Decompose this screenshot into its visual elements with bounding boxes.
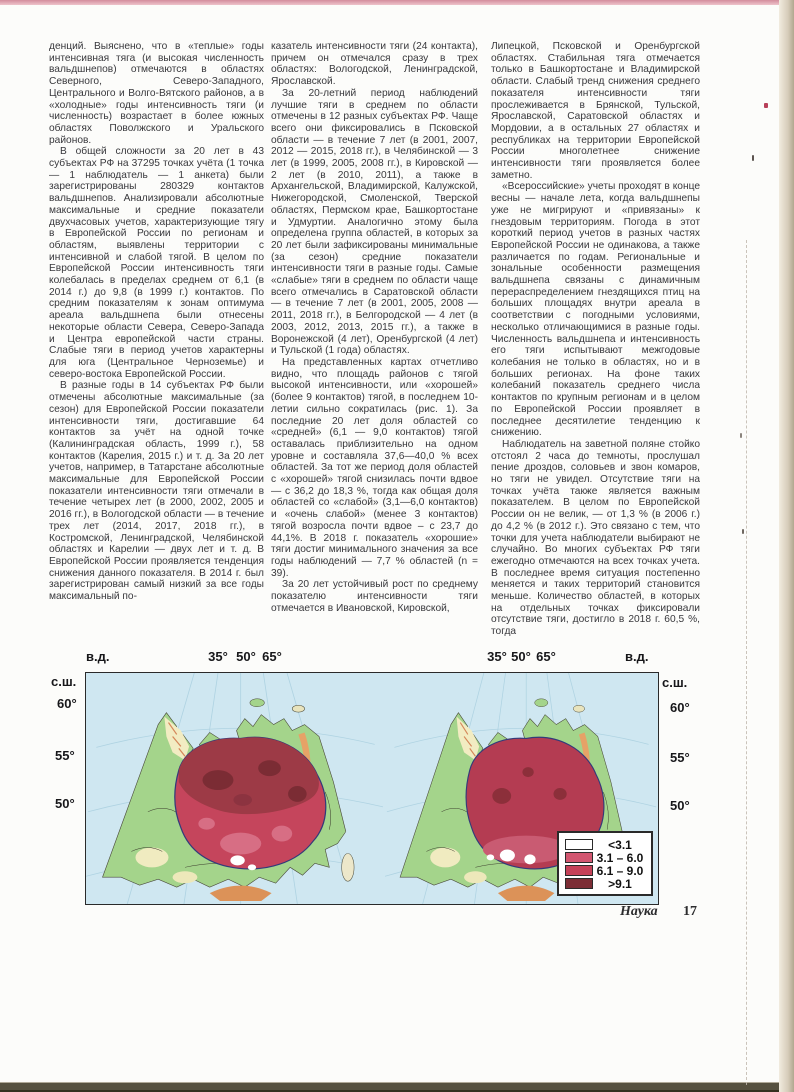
- paragraph: В общей сложности за 20 лет в 43 субъектах РФ на 37295 точках учёта (1 точка — 1 наблюдатель — 1 анкета) были зарегистрированы 280329 контактов вальдшнепов. Анализировали абсолютные максимальные и средние показатели двухчасовых учетов, характеризующие тягу в Европейской России по регионам и областям, выявлены территории с интенсивной и слабой тягой. В целом по Европейской России интенсивность тяги колебалась в пределах среднем от 6,1 (в 2014 г.) до 9,8 (в 1999 г.) контактов. По средним показателям к зонам оптимума ареала вальдшнепа были отнесены некоторые области Севера, Северо-Запада и Центра европейской части страны. Слабые тяги в период учетов характерны для юга (Центральное Черноземье) и северо-востока Европейской России.: [49, 146, 264, 380]
- scan-edge-bottom: [0, 1082, 794, 1092]
- lon-tick-a-35: 35°: [208, 649, 228, 664]
- page-number: 17: [683, 904, 697, 919]
- scan-speck: [740, 433, 742, 438]
- journal-name: Наука: [620, 904, 658, 919]
- map-legend: [557, 831, 653, 896]
- scan-speck: [742, 529, 744, 534]
- paragraph: Наблюдатель на заветной поляне стойко отстоял 2 часа до темноты, прослушал пение дроздов, соловьев и звон комаров, но тяги не увидел. Отсутствие тяги на точках учёта также является важным показателем. В целом по Европейской России он не велик, — от 1,3 % (в 2006 г.) до 4,2 % (в 2012 г.). Это связано с тем, что точки для учета наблюдатели выбирают не случайно. Во многих субъектах РФ тяги ежегодно отмечаются на всех точках учета. В последнее время ситуация постепенно меняется и таких территорий становится меньше. Количество областей, в которых на отдельных точках фиксировали отсутствие тяги, достигло в 2018 г. 60,5 %, тогда: [491, 438, 700, 638]
- lat-tick-right-60: 60°: [670, 700, 690, 715]
- legend-swatch: [565, 865, 593, 876]
- page-crease-line: [746, 240, 747, 1085]
- scan-edge-top: [0, 0, 794, 5]
- paragraph: денций. Выяснено, что в «теплые» годы интенсивная тяга (и высокая численность вальдшнепов) отмечаются в областях Северного, Северо-Западного, Центрального и Волго-Вятского районов, а в «холодные» годы интенсивность тяги (и численность) возрастает в более южных областях Поволжского и Уральского районов.: [49, 41, 264, 146]
- lon-axis-label-left: в.д.: [86, 649, 110, 664]
- island: [250, 699, 264, 707]
- text-column-2: [271, 41, 478, 642]
- caspian-island: [342, 853, 354, 881]
- lon-tick-a-50: 50°: [236, 649, 256, 664]
- legend-label: >9.1: [608, 876, 632, 891]
- legend-swatch: [565, 839, 593, 850]
- paragraph: За 20 лет устойчивый рост по среднему показателю интенсивности тяги отмечается в Ивановской, Кировской,: [271, 579, 478, 614]
- scan-speck: [752, 155, 754, 161]
- map-panel-b: [385, 672, 659, 905]
- lon-tick-a-65: 65°: [262, 649, 282, 664]
- lon-tick-b-35: 35°: [487, 649, 507, 664]
- legend-label: 6.1 – 9.0: [596, 863, 644, 878]
- scan-speck: [764, 103, 768, 108]
- text-column-3: [491, 41, 700, 642]
- legend-swatch: [565, 852, 593, 863]
- text-column-1: [49, 41, 264, 642]
- lon-axis-label-right: в.д.: [625, 649, 649, 664]
- paragraph: Липецкой, Псковской и Оренбургской областях. Стабильная тяга отмечается только в Башкортостане и Владимирской области. Слабый тренд снижения среднего показателя интенсивности тяги прослеживается в Брянской, Тульской, Ярославской, Саратовской областях и Мордовии, а в остальных 27 областях и республиках на территории Европейской России многолетнее снижение интенсивности тяги проявляется более заметно.: [491, 41, 700, 181]
- paragraph: На представленных картах отчетливо видно, что площадь районов с тягой высокой интенсивности, или «хорошей» (более 9 контактов) тягой, в последнем 10-летии сильно сократилась (рис. 1). За последние 20 лет доля областей со «средней» (6,1 — 9,0 контактов) тягой оставалась приблизительно на одном уровне и составляла 37,6—40,0 % всех областей. За тот же период доля областей с «хорошей» тягой снизилась почти вдвое — с 36,2 до 18,3 %, тогда как общая доля областей со «слабой» (3,1—6,0 контактов) и «очень слабой» (менее 3 контактов) тягой возросла почти вдвое – с 23,7 до 44,1%. В 2018 г. показатель «хорошие» тяги достиг минимального значения за все годы наблюдений — 7,7 % областей (n = 39).: [271, 356, 478, 579]
- map-a-svg: [86, 673, 385, 904]
- legend-item: [565, 851, 647, 864]
- paragraph: За 20-летний период наблюдений лучшие тяги в среднем по области отмечены в 12 разных субъектах РФ. Чаще всего они фиксировались в Псковской области — в течение 7 лет (в 2001, 2007, 2012 — 2015, 2018 гг.), в Челябинской — 3 лет (в 1999, 2005, 2008 гг.), в Кировской — 2 лет (в 2010, 2011), а также в Архангельской, Владимирской, Калужской, Нижегородской, Смоленской, Тверской областях, Пермском крае, Башкортостане и Удмуртии. Аналогично этому была определена группа областей, в которых за 20 лет были зафиксированы минимальные (за сезон) средние показатели интенсивности тяги в разные годы. Самые «слабые» тяги в среднем по области чаще всего отмечались в Саратовской области — в течение 7 лет (в 2001, 2005, 2008 — 2011, 2018 гг.), в Белгородской — 4 лет (в 2003, 2012, 2013, 2015 гг.), а также в Воронежской (4 лет), Оренбургской (4 лет) и Тульской (1 года) областях.: [271, 87, 478, 357]
- legend-label: 3.1 – 6.0: [596, 850, 644, 865]
- legend-item: [565, 877, 647, 890]
- paragraph: казатель интенсивности тяги (24 контакта), причем он отмечался сразу в трех областях: Вологодской, Ленинградской, Ярославской.: [271, 41, 478, 88]
- legend-item: [565, 864, 647, 877]
- island: [292, 705, 304, 712]
- lat-tick-left-60: 60°: [57, 696, 77, 711]
- paragraph: В разные годы в 14 субъектах РФ были отмечены абсолютные максимальные (за сезон) для Европейской России показатели интенсивности тяги, достигавшие 64 контактов за учёт на одной точке (Калининградская область, 1999 г.), 58 контактов (Карелия, 2015 г.) и т. д. За 20 лет учетов, например, в Татарстане абсолютные максимальные для Европейской России показатели интенсивности тяги отмечали в течение четырех лет (в 2000, 2002, 2005 и 2016 гг.), в Вологодской области — в течение трех лет (2014, 2017, 2018 гг.), в Костромской, Ленинградской, Челябинской областях и Карелии — двух лет и т. д. В Европейской России проявляется тенденция снижения данного показателя. В 2014 г. был зарегистрирован самый низкий за все годы максимальный по-: [49, 380, 264, 603]
- lon-tick-b-65: 65°: [536, 649, 556, 664]
- lon-tick-b-50: 50°: [511, 649, 531, 664]
- legend-swatch: [565, 878, 593, 889]
- lat-axis-label-left: с.ш.: [51, 674, 77, 689]
- roding-area-a: [175, 737, 326, 870]
- lat-tick-left-50: 50°: [55, 796, 75, 811]
- lat-tick-left-55: 55°: [55, 748, 75, 763]
- map-panel-a: [85, 672, 386, 905]
- lat-tick-right-50: 50°: [670, 798, 690, 813]
- lat-axis-label-right: с.ш.: [662, 675, 688, 690]
- island: [535, 699, 548, 707]
- legend-label: <3.1: [608, 837, 632, 852]
- island: [573, 705, 584, 712]
- lat-tick-right-55: 55°: [670, 750, 690, 765]
- figure-roding-intensity-maps: [50, 645, 695, 917]
- paragraph: «Всероссийские» учеты проходят в конце весны — начале лета, когда вальдшнепы уже не мигрируют и «привязаны» к гнездовым территориям. Погода в этот короткий период учетов в разных частях Европейской России не одинакова, а также различается по годам. Региональные и зональные особенности размещения вальдшнепа связаны с динамичным перераспределением гнездящихся птиц на больших площадях внутри ареала в соответствии с погодными условиями, несколько отличающимися в разные годы. Численность вальдшнепа и интенсивность его тяги испытывают межгодовые колебания не только в областях, но и в больших регионах. На фоне таких колебаний показатель среднего числа контактов по крупным регионам и в целом по Европейской России проявляет в последнее десятилетие тенденцию к снижению.: [491, 181, 700, 439]
- scan-edge-right: [779, 0, 794, 1092]
- legend-item: [565, 838, 647, 851]
